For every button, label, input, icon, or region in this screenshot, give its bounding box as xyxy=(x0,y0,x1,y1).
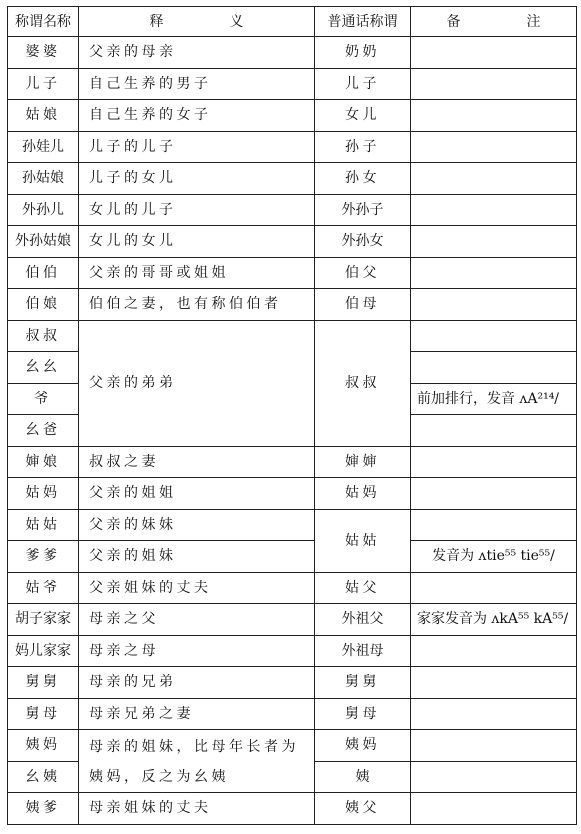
note-cell: 家家发音为 ʌkA⁵⁵ kA⁵⁵/ xyxy=(411,604,577,636)
mandarin-cell: 外孙女 xyxy=(315,226,411,258)
term-cell: 幺姨 xyxy=(8,761,79,793)
mandarin-cell: 姑父 xyxy=(315,572,411,604)
mandarin-cell: 伯父 xyxy=(315,257,411,289)
definition-cell: 母亲的兄弟 xyxy=(79,667,315,699)
kinship-terms-table xyxy=(7,6,577,825)
definition-cell: 父亲的妹妹 xyxy=(79,509,315,541)
note-cell xyxy=(411,226,577,258)
note-cell xyxy=(411,635,577,667)
mandarin-cell: 伯母 xyxy=(315,289,411,321)
header-term: 称谓名称 xyxy=(8,7,79,37)
mandarin-cell: 姨 xyxy=(315,761,411,793)
note-cell xyxy=(411,37,577,69)
note-cell: 发音为 ʌtie⁵⁵ tie⁵⁵/ xyxy=(411,541,577,573)
note-cell xyxy=(411,730,577,762)
table-row xyxy=(8,635,577,667)
mandarin-cell: 舅母 xyxy=(315,698,411,730)
table-row xyxy=(8,226,577,258)
mandarin-cell: 外祖父 xyxy=(315,604,411,636)
term-cell: 爷 xyxy=(8,383,79,415)
term-cell: 孙姑娘 xyxy=(8,163,79,195)
definition-cell: 父亲的姐姐 xyxy=(79,478,315,510)
term-cell: 婆婆 xyxy=(8,37,79,69)
term-cell: 幺爸 xyxy=(8,415,79,447)
table-row xyxy=(8,604,577,636)
definition-cell: 母亲姐妹的丈夫 xyxy=(79,793,315,825)
mandarin-cell: 女儿 xyxy=(315,100,411,132)
term-cell: 胡子家家 xyxy=(8,604,79,636)
note-cell xyxy=(411,194,577,226)
note-cell xyxy=(411,131,577,163)
definition-cell: 父亲的弟弟 xyxy=(79,320,315,446)
note-cell xyxy=(411,667,577,699)
term-cell: 舅舅 xyxy=(8,667,79,699)
header-definition: 释 义 xyxy=(79,7,315,37)
definition-cell: 父亲的哥哥或姐姐 xyxy=(79,257,315,289)
note-cell xyxy=(411,320,577,352)
note-cell xyxy=(411,289,577,321)
note-cell xyxy=(411,698,577,730)
table-row xyxy=(8,509,577,541)
table-row xyxy=(8,478,577,510)
table-row xyxy=(8,37,577,69)
table-row xyxy=(8,572,577,604)
note-cell xyxy=(411,446,577,478)
definition-cell: 父亲姐妹的丈夫 xyxy=(79,572,315,604)
mandarin-cell: 孙女 xyxy=(315,163,411,195)
definition-cell: 自己生养的女子 xyxy=(79,100,315,132)
table-row xyxy=(8,793,577,825)
definition-cell: 女儿的儿子 xyxy=(79,194,315,226)
table-row xyxy=(8,163,577,195)
term-cell: 儿子 xyxy=(8,68,79,100)
term-cell: 姑妈 xyxy=(8,478,79,510)
definition-cell: 女儿的女儿 xyxy=(79,226,315,258)
term-cell: 舅母 xyxy=(8,698,79,730)
note-cell xyxy=(411,509,577,541)
term-cell: 姑娘 xyxy=(8,100,79,132)
term-cell: 爹爹 xyxy=(8,541,79,573)
table-row xyxy=(8,698,577,730)
term-cell: 伯伯 xyxy=(8,257,79,289)
definition-cell: 母亲的姐妹，比母年长者为姨妈，反之为幺姨 xyxy=(79,730,315,793)
definition-cell: 伯伯之妻，也有称伯伯者 xyxy=(79,289,315,321)
note-cell xyxy=(411,163,577,195)
term-cell: 外孙姑娘 xyxy=(8,226,79,258)
note-cell xyxy=(411,415,577,447)
note-cell xyxy=(411,761,577,793)
mandarin-cell: 奶奶 xyxy=(315,37,411,69)
term-cell: 孙娃儿 xyxy=(8,131,79,163)
mandarin-cell: 舅舅 xyxy=(315,667,411,699)
note-cell xyxy=(411,793,577,825)
definition-cell: 儿子的儿子 xyxy=(79,131,315,163)
mandarin-cell: 姑妈 xyxy=(315,478,411,510)
definition-cell: 叔叔之妻 xyxy=(79,446,315,478)
term-cell: 叔叔 xyxy=(8,320,79,352)
header-row xyxy=(8,7,577,37)
table-row xyxy=(8,100,577,132)
term-cell: 姨爹 xyxy=(8,793,79,825)
mandarin-cell: 婶婶 xyxy=(315,446,411,478)
definition-cell: 儿子的女儿 xyxy=(79,163,315,195)
term-cell: 外孙儿 xyxy=(8,194,79,226)
definition-cell: 父亲的母亲 xyxy=(79,37,315,69)
term-cell: 妈儿家家 xyxy=(8,635,79,667)
mandarin-cell: 姑姑 xyxy=(315,509,411,572)
mandarin-cell: 姨妈 xyxy=(315,730,411,762)
term-cell: 伯娘 xyxy=(8,289,79,321)
table-row xyxy=(8,289,577,321)
table-row xyxy=(8,667,577,699)
term-cell: 姑爷 xyxy=(8,572,79,604)
note-cell xyxy=(411,100,577,132)
definition-cell: 母亲兄弟之妻 xyxy=(79,698,315,730)
definition-cell: 母亲之父 xyxy=(79,604,315,636)
table-row xyxy=(8,257,577,289)
note-cell xyxy=(411,257,577,289)
definition-cell: 母亲之母 xyxy=(79,635,315,667)
table-row xyxy=(8,131,577,163)
note-cell xyxy=(411,572,577,604)
header-note: 备 注 xyxy=(411,7,577,37)
table-row xyxy=(8,194,577,226)
table-row xyxy=(8,730,577,762)
note-cell xyxy=(411,68,577,100)
definition-cell: 自己生养的男子 xyxy=(79,68,315,100)
mandarin-cell: 叔叔 xyxy=(315,320,411,446)
term-cell: 姨妈 xyxy=(8,730,79,762)
table-row xyxy=(8,541,577,573)
header-mandarin: 普通话称谓 xyxy=(315,7,411,37)
table-row xyxy=(8,446,577,478)
term-cell: 姑姑 xyxy=(8,509,79,541)
term-cell: 幺幺 xyxy=(8,352,79,384)
definition-cell: 父亲的姐妹 xyxy=(79,541,315,573)
note-cell: 前加排行，发音 ʌA²¹⁴/ xyxy=(411,383,577,415)
term-cell: 婶娘 xyxy=(8,446,79,478)
note-cell xyxy=(411,352,577,384)
mandarin-cell: 姨父 xyxy=(315,793,411,825)
mandarin-cell: 外孙子 xyxy=(315,194,411,226)
table-row xyxy=(8,68,577,100)
mandarin-cell: 孙子 xyxy=(315,131,411,163)
note-cell xyxy=(411,478,577,510)
mandarin-cell: 儿子 xyxy=(315,68,411,100)
table-row xyxy=(8,320,577,352)
mandarin-cell: 外祖母 xyxy=(315,635,411,667)
